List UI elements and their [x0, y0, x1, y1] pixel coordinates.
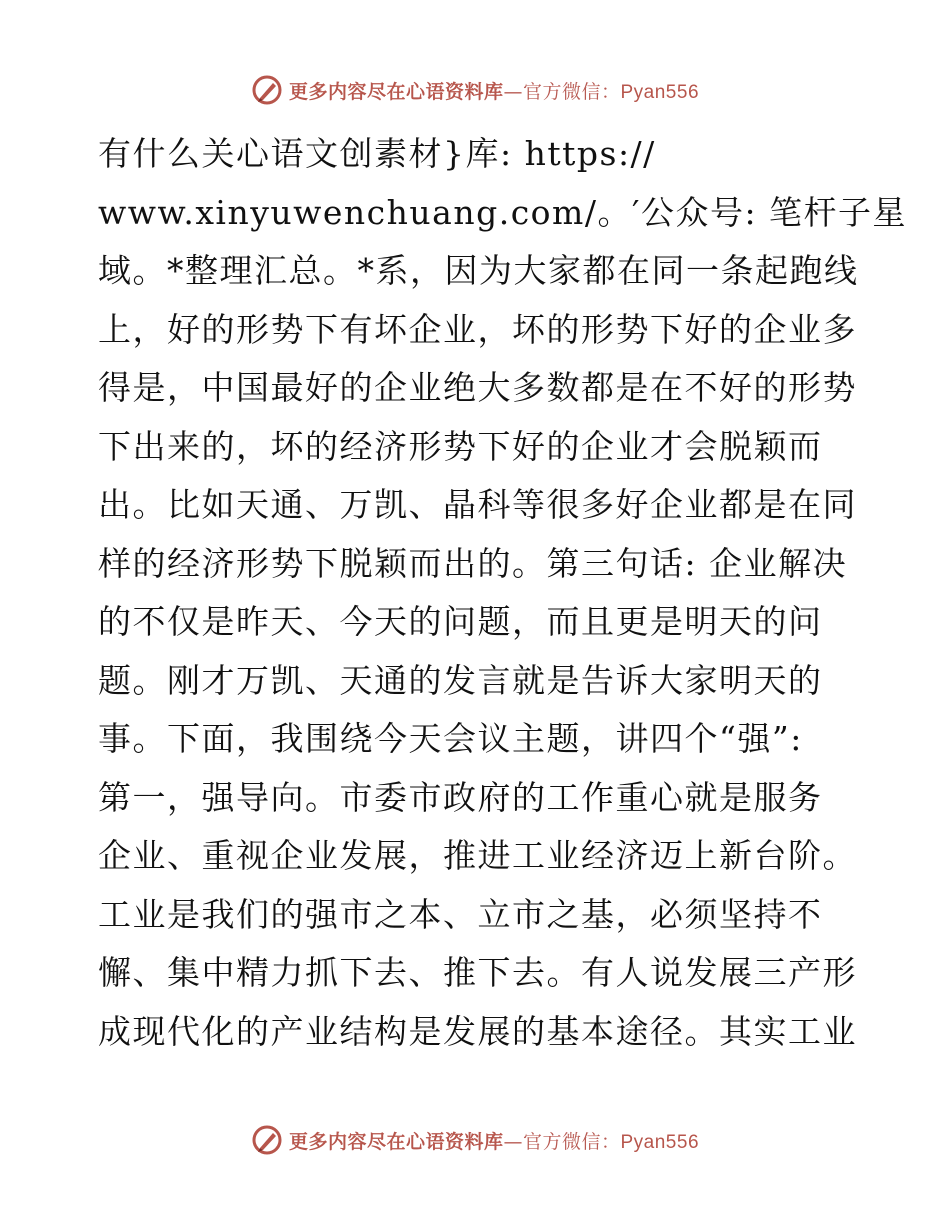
- text-line: 出。比如天通、万凯、晶科等很多好企业都是在同: [98, 485, 857, 524]
- text-line: 成现代化的产业结构是发展的基本途径。其实工业: [98, 1011, 857, 1051]
- header-banner-main: 更多内容尽在心语资料库: [288, 80, 504, 103]
- header-banner-handle: Pyan556: [620, 81, 700, 103]
- footer-banner-dash: —: [503, 1130, 523, 1153]
- footer-banner-main: 更多内容尽在心语资料库: [288, 1130, 504, 1153]
- text-line: www.xinyuwenchuang.com/。′公众号: 笔杆子星: [98, 192, 908, 232]
- text-line: 样的经济形势下脱颖而出的。第三句话: 企业解决: [98, 543, 848, 583]
- footer-banner-handle: Pyan556: [620, 1131, 700, 1153]
- pen-logo-icon: [251, 74, 283, 106]
- text-line: 的不仅是昨天、今天的问题，而且更是明天的问: [98, 602, 823, 641]
- footer-banner-label: 官方微信：: [522, 1130, 621, 1153]
- pen-logo-icon: [251, 1124, 283, 1156]
- text-line: 得是，中国最好的企业绝大多数都是在不好的形势: [98, 368, 857, 407]
- text-line: 域。*整理汇总。*系，因为大家都在同一条起跑线: [98, 251, 859, 290]
- paragraph-2: [98, 769, 858, 1062]
- text-line: 工业是我们的强市之本、立市之基，必须坚持不: [98, 894, 823, 934]
- header-banner-text: [289, 77, 699, 104]
- paragraph-1: [98, 125, 908, 769]
- text-line: 下出来的，坏的经济形势下好的企业才会脱颖而: [98, 426, 823, 466]
- text-line: 事。下面，我围绕今天会议主题，讲四个“强”:: [98, 719, 803, 758]
- text-line: 上，好的形势下有坏企业，坏的形势下好的企业多: [98, 309, 857, 349]
- header-banner: [0, 70, 950, 110]
- text-line: 懈、集中精力抓下去、推下去。有人说发展三产形: [98, 953, 857, 992]
- header-banner-label: 官方微信：: [522, 80, 621, 103]
- document-body: [98, 125, 908, 1061]
- footer-banner: [0, 1120, 950, 1160]
- text-line: 题。刚才万凯、天通的发言就是告诉大家明天的: [98, 660, 823, 700]
- text-line: 企业、重视企业发展，推进工业经济迈上新台阶。: [98, 836, 857, 875]
- footer-banner-text: [289, 1127, 699, 1154]
- header-banner-dash: —: [503, 80, 523, 103]
- text-line: 有什么关心语文创素材}库: https://: [98, 134, 656, 173]
- text-line: 第一，强导向。市委市政府的工作重心就是服务: [98, 777, 823, 817]
